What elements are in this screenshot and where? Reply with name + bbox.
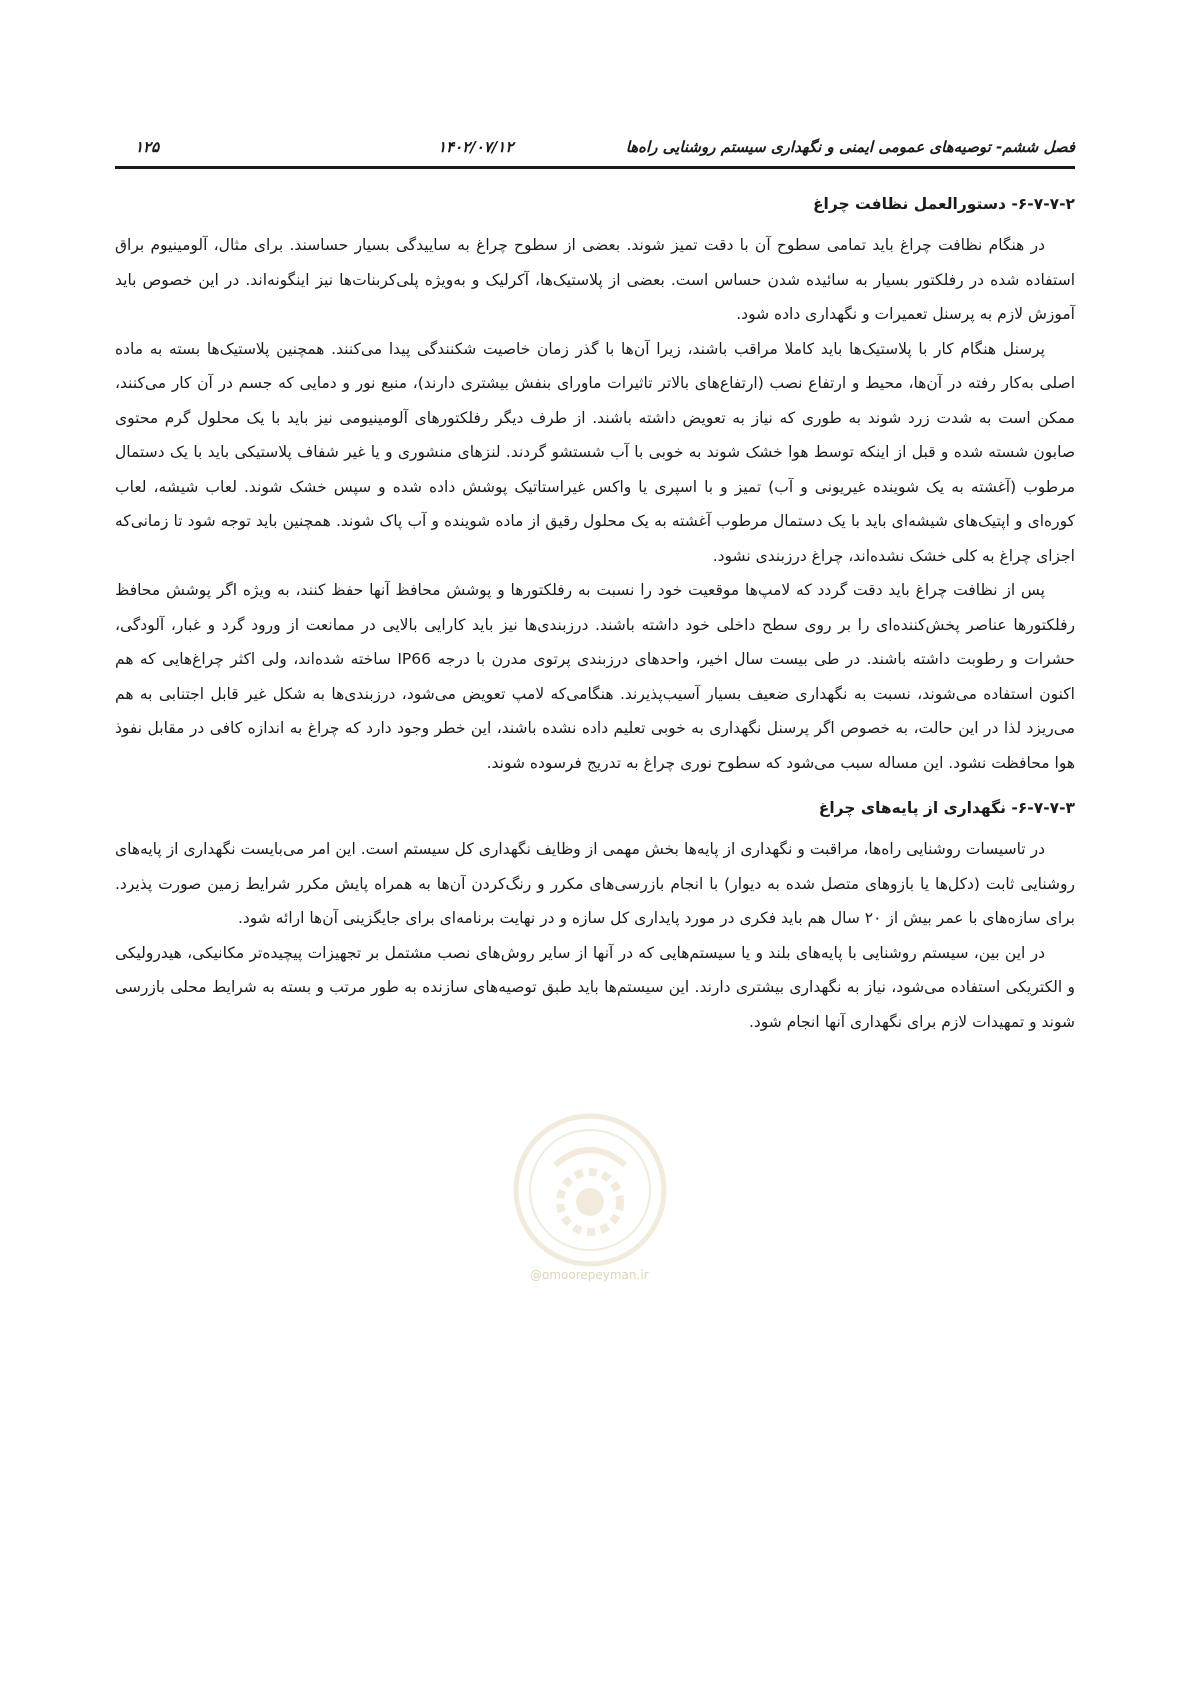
paragraph: در این بین، سیستم روشنایی با پایه‌های بلند و یا سیستم‌هایی که در آنها از سایر روش‌های نصب مشتمل بر تجهیزات پیچیده‌تر مکانیکی، هیدرولیکی و الکتریکی استفاده می‌شود، نیاز به نگهداری بیشتری دارند. این سیستم‌ها باید طبق توصیه‌های سازنده به طور مرتب و بسته به شرایط محلی بازرسی شوند و تمهیدات لازم برای نگهداری آنها انجام شود. [115, 943, 1075, 1031]
paragraph: پرسنل هنگام کار با پلاستیک‌ها باید کاملا مراقب باشند، زیرا آن‌ها با گذر زمان خاصیت شکنندگی پیدا می‌کنند. همچنین پلاستیک‌ها بسته به ماده اصلی به‌کار رفته در آن‌ها، محیط و ارتفاع نصب (ارتفاع‌های بالاتر تاثیرات ماورای بنفش بیشتری دارند)، منبع نور و دمایی که جسم در آن کار می‌کنند، ممکن است به شدت زرد شوند به طوری که نیاز به تعویض داشته باشند. از طرف دیگر رفلکتورهای آلومینیومی نیز باید با یک محلول گرم محتوی صابون شسته شده و قبل از اینکه توسط هوا خشک شوند به خوبی با آب شستشو گردند. لنزهای منشوری و یا غیر شفاف پلاستیکی باید با یک دستمال مرطوب (آغشته به یک شوینده غیریونی و آب) تمیز و با اسپری یا واکس غیراستاتیک پوشش داده شده و سپس خشک شوند. لعاب شیشه، لعاب کوره‌ای و اپتیک‌های شیشه‌ای باید با یک دستمال مرطوب آغشته به یک محلول رقیق از ماده شوینده و آب پاک شوند. همچنین باید توجه شود تا زمانی‌که اجزای چراغ به کلی خشک نشده‌اند، چراغ درزبندی نشود. [115, 339, 1075, 565]
page-content [115, 190, 1075, 1039]
paragraph: در تاسیسات روشنایی راه‌ها، مراقبت و نگهداری از پایه‌ها بخش مهمی از وظایف نگهداری کل سیستم است. این امر می‌بایست نگهداری از پایه‌های روشنایی ثابت (دکل‌ها یا بازوهای متصل شده به دیوار) با انجام بازرسی‌های مکرر و رنگ‌کردن آن‌ها به همراه پایش مکرر شرایط زمین صورت پذیرد. برای سازه‌های با عمر بیش از ۲۰ سال هم باید فکری در مورد پایداری کل سازه و در نهایت برنامه‌ای برای جایگزینی آن‌ها ارائه شود. [115, 840, 1075, 927]
paragraph: پس از نظافت چراغ باید دقت گردد که لامپ‌ها موقعیت خود را نسبت به رفلکتورها و پوشش محافظ آنها حفظ کنند، به ویژه اگر پوشش محافظ رفلکتورها عناصر پخش‌کننده‌ای را بر روی سطح داخلی خود داشته باشند. درزبندی‌ها نیز باید کارایی بالایی در ممانعت از ورود گرد و غبار، آلودگی، حشرات و رطوبت داشته باشند. در طی بیست سال اخیر، واحدهای درزبندی پرتوی مدرن با درجه IP66 ساخته شده‌اند، ولی اکثر چراغ‌هایی که هم اکنون استفاده می‌شوند، نسبت به نگهداری ضعیف بسیار آسیب‌پذیرند. هنگامی‌که لامپ تعویض می‌شود، درزبندی‌ها به شکل غیر قابل اجتنابی به هم می‌ریزد لذا در این حالت، به خصوص اگر پرسنل نگهداری به خوبی تعلیم داده نشده باشند، این خطر وجود دارد که چراغ به اندازه کافی در مقابل نفوذ هوا محافظت نشود. این مساله سبب می‌شود که سطوح نوری چراغ به تدریج فرسوده شوند. [115, 581, 1075, 772]
watermark-text: @omoorepeyman.ir [530, 1268, 649, 1282]
page-number: ۱۲۵ [135, 138, 160, 156]
paragraph: در هنگام نظافت چراغ باید تمامی سطوح آن با دقت تمیز شوند. بعضی از سطوح چراغ به ساییدگی بسیار حساسند. برای مثال، آلومینیوم براق استفاده شده در رفلکتور بسیار به سائیده شدن حساس است. بعضی از پلاستیک‌ها، آکرلیک و به‌ویژه پلی‌کربنات‌ها نیز اینگونه‌اند. در این خصوص باید آموزش لازم به پرسنل تعمیرات و نگهداری داده شود. [115, 236, 1075, 323]
watermark-logo-icon [510, 1110, 670, 1270]
chapter-title: فصل ششم- توصیه‌های عمومی ایمنی و نگهداری سیستم روشنایی راه‌ها [625, 138, 1075, 156]
page-header [115, 130, 1075, 169]
header-date: ۱۴۰۲/۰۷/۱۲ [438, 138, 514, 156]
section-heading: ۶-۷-۷-۳- نگهداری از پایه‌های چراغ [818, 799, 1075, 817]
section-heading: ۶-۷-۷-۲- دستورالعمل نظافت چراغ [812, 195, 1075, 213]
